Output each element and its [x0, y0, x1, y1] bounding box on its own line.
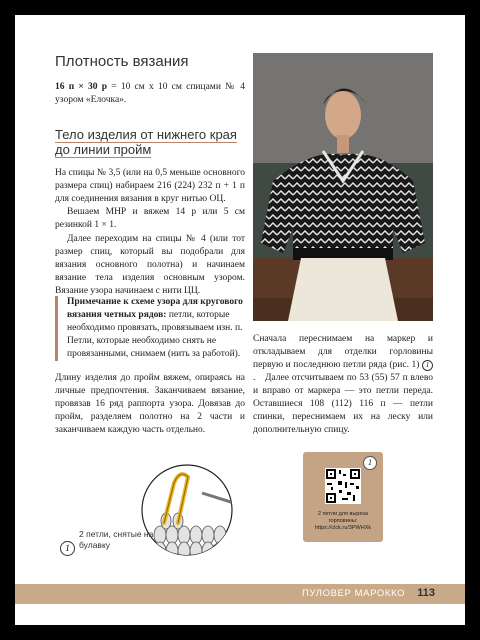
paragraph-rib: Вешаем МНР и вяжем 14 р или 5 см резинкой 1 × 1. [55, 207, 245, 230]
heading-density: Плотность вязания [55, 53, 189, 70]
figure-ref-badge: 1 [422, 360, 433, 371]
model-photo [253, 53, 433, 321]
page-number: 113 [417, 587, 435, 599]
pattern-note [55, 296, 257, 361]
footer-bar [15, 584, 465, 604]
density-paragraph [55, 81, 245, 107]
qr-figure-badge: 1 [363, 456, 377, 470]
book-page [15, 15, 465, 625]
qr-caption: 2 петли для выреза горловины: https://clck.ru/3PWHXk [314, 511, 372, 531]
caption-figure-badge: 1 [60, 541, 75, 556]
footer-title: ПУЛОВЕР МАРОККО [302, 588, 405, 599]
photo-illustration [253, 53, 433, 321]
paragraph-main-pattern: Далее переходим на спицы № 4 (или тот размер спиц, который вы подобрали для вязания основного полотна) и начинаем вязание тела изделия основным узором. Вязание узора начинаем с нити ЦЦ. [55, 234, 245, 296]
paragraph-length: Длину изделия до пройм вяжем, опираясь на личные предпочтения. Заканчиваем вязание, провязав 16 ряд раппорта узора. Довязав до пройм, разделяем полотно на 2 части и заканчиваем каждую часть отдельно. [55, 373, 245, 435]
density-bold: 16 п × 30 р [55, 82, 108, 92]
heading-body [55, 127, 245, 157]
note-text: петли, которые необходимо провязать, провязываем изн. п. Петли, которые необходимо снять не провязанными, снимаем (нить за работой). [67, 310, 243, 359]
density-text: = 10 см х 10 см спицами № 4 узором «Елочка». [55, 82, 245, 105]
figure-caption: 2 петли, снятые на булавку [79, 529, 154, 550]
markers-text: Сначала переснимаем на маркер и откладываем для отделки горловины первую и последнюю петли ряда (рис. 1) [253, 334, 433, 370]
paragraph-cast-on: На спицы № 3,5 (или на 0,5 меньше основного размера спиц) набираем 216 (224) 232 п + 1 п для соединения вязания в круг нитью ОЦ. [55, 168, 245, 204]
paragraph-markers: Сначала переснимаем на маркер и откладываем для отделки горловины первую и последнюю петли ряда (рис. 1) 1. [253, 334, 433, 383]
heading-body-text: Тело изделия от нижнего края до линии пройм [55, 127, 237, 157]
qr-card[interactable] [303, 452, 383, 542]
qr-code-icon[interactable] [325, 468, 361, 504]
note-bold: Примечание к схеме узора для кругового вязания четных рядов: [67, 297, 243, 320]
paragraph-front-back: Далее отсчитываем по 53 (55) 57 п влево и вправо от маркера — это петли переда. Оставшиеся 108 (112) 116 п — петли спинки, переснимаем их на леску или дополнительную спицу. [253, 373, 433, 435]
